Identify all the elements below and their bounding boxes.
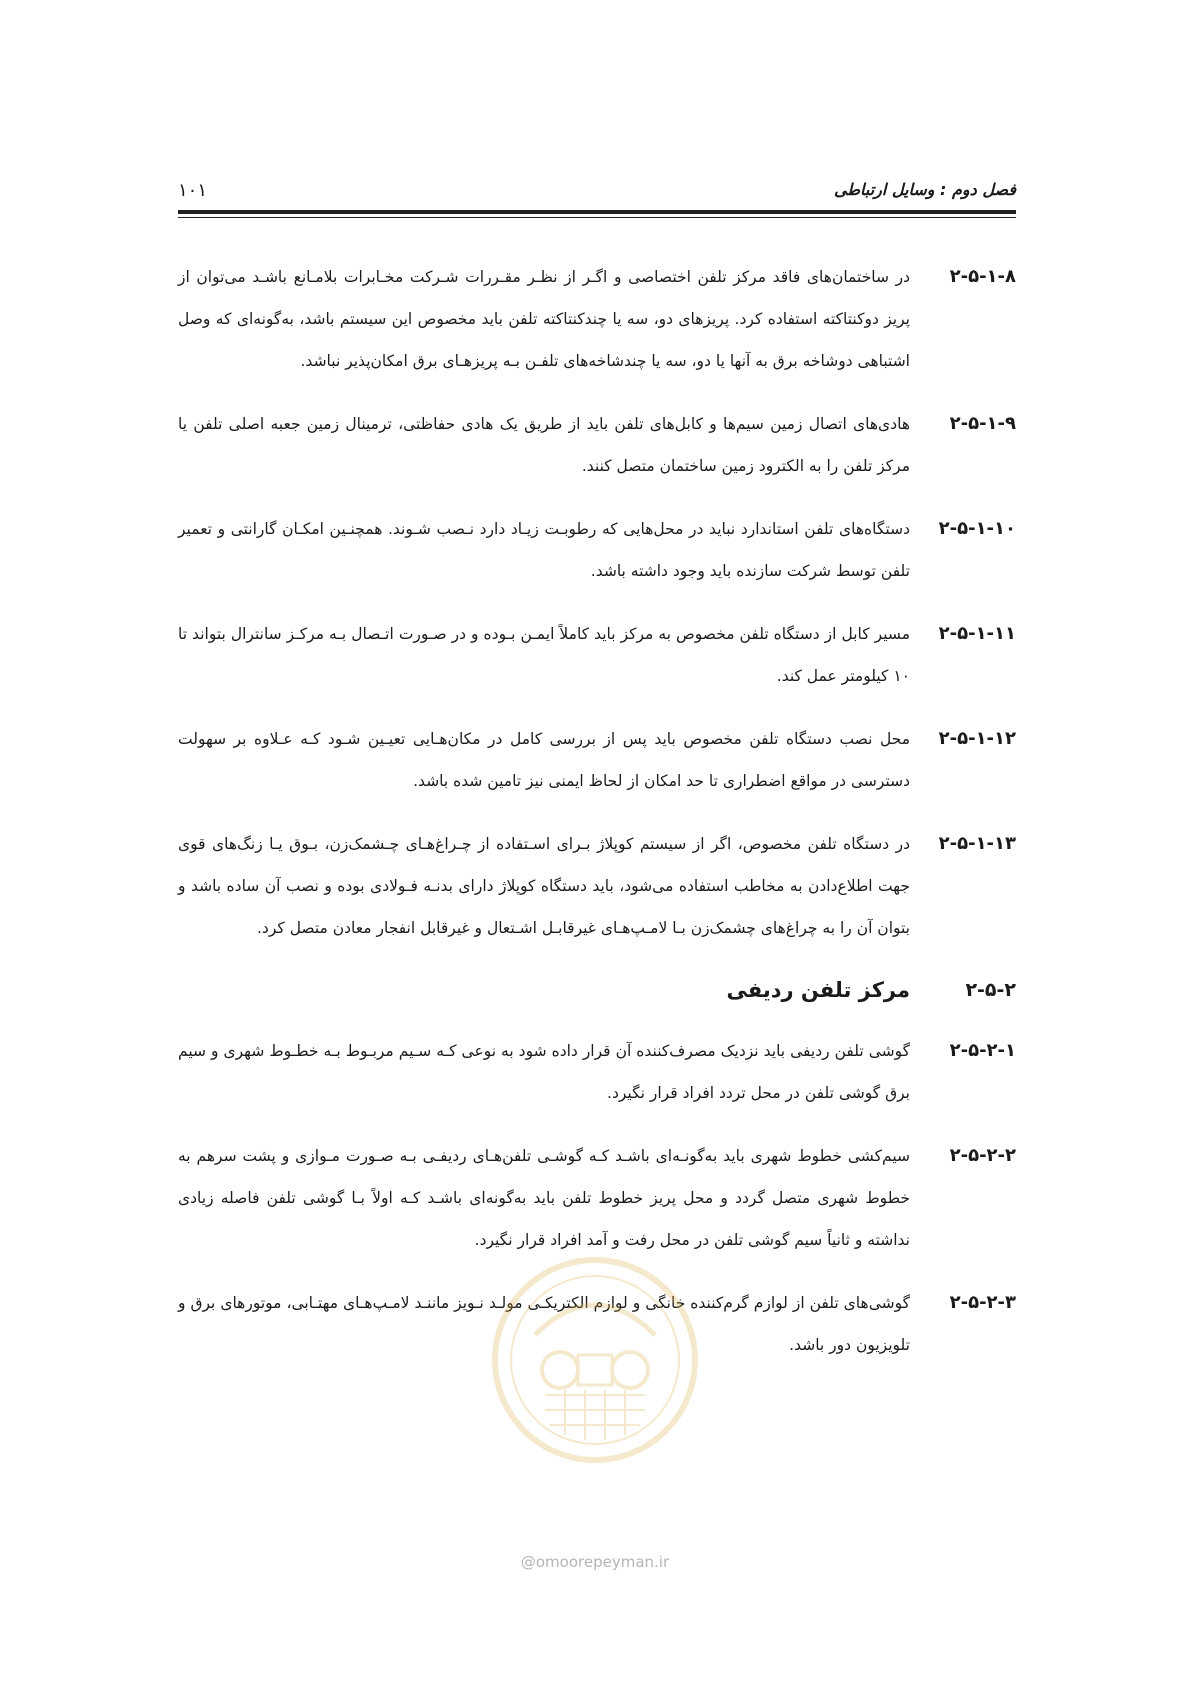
- clause-number: ۲-۵-۱-۱۱: [938, 623, 1016, 644]
- clause-text: گوشی‌های تلفن از لوازم گرم‌کننده خانگی و لوازم الکتریکـی مولـد نـویز ماننـد لامـپ‌هـای مهتـابی، موتورهای برق و تلویزیون دور باشد.: [178, 1294, 910, 1354]
- clause-2-5-1-13: [178, 823, 1016, 949]
- clause-text: دستگاه‌های تلفن استاندارد نباید در محل‌هایی که رطوبـت زیـاد دارد نـصب شـوند. همچنـین امکـان گارانتی و تعمیر تلفن توسط شرکت سازنده باید وجود داشته باشد.: [178, 520, 910, 580]
- clause-text: هادی‌های اتصال زمین سیم‌ها و کابل‌های تلفن باید از طریق یک هادی حفاظتی، ترمینال زمین جعبه اصلی تلفن یا مرکز تلفن را به الکترود زمین ساختمان متصل کنند.: [178, 415, 910, 475]
- clause-number: ۲-۵-۲-۳: [949, 1292, 1016, 1313]
- clause-2-5-1-12: [178, 718, 1016, 802]
- clause-text: گوشی تلفن ردیفی باید نزدیک مصرف‌کننده آن قرار داده شود به نوعی کـه سـیم مربـوط بـه خطـوط شهری و سیم برق گوشی تلفن در محل تردد افراد قرار نگیرد.: [178, 1042, 910, 1102]
- section-title: مرکز تلفن ردیفی: [726, 978, 910, 1002]
- header-rule-thin: [178, 217, 1016, 218]
- watermark-caption: @omoorepeyman.ir: [520, 1553, 670, 1571]
- section-number: ۲-۵-۲: [965, 979, 1016, 1001]
- clause-number: ۲-۵-۲-۱: [949, 1040, 1016, 1061]
- header-rule-thick: [178, 210, 1016, 214]
- clause-text: در دستگاه تلفن مخصوص، اگر از سیستم کوپلاژ بـرای اسـتفاده از چـراغ‌هـای چـشمک‌زن، بـوق یـا زنگ‌های قوی جهت اطلاع‌دادن به مخاطب استفاده می‌شود، باید دستگاه کوپلاژ دارای بدنـه فـولادی بوده و نصب آن ساده باشد و بتوان آن را به چراغ‌های چشمک‌زن بـا لامـپ‌هـای غیرقابـل اشـتعال و غیرقابل انفجار معادن متصل کرد.: [178, 835, 910, 937]
- clause-2-5-1-10: [178, 508, 1016, 592]
- clause-2-5-2-2: [178, 1135, 1016, 1261]
- watermark-seal-icon: [490, 1255, 700, 1465]
- document-body: [178, 256, 1016, 1387]
- clause-2-5-2-1: [178, 1030, 1016, 1114]
- clause-number: ۲-۵-۱-۱۲: [938, 728, 1016, 749]
- clause-number: ۲-۵-۱-۱۰: [938, 518, 1016, 539]
- chapter-title: فصل دوم : وسایل ارتباطی: [833, 180, 1016, 199]
- page-number: ۱۰۱: [178, 180, 208, 201]
- clause-text: در ساختمان‌های فاقد مرکز تلفن اختصاصی و اگـر از نظـر مقـررات شـرکت مخـابرات بلامـانع باشـد می‌توان از پریز دوکنتاکته استفاده کرد. پریزهای دو، سه یا چندکنتاکته تلفن باید مخصوص این سیستم باشد، به‌گونه‌ای که وصل اشتباهی دوشاخه برق به آنها یا دو، سه یا چندشاخه‌های تلفـن بـه پریزهـای برق امکان‌پذیر نباشد.: [178, 268, 910, 370]
- section-heading: [178, 970, 1016, 1010]
- clause-number: ۲-۵-۱-۸: [949, 266, 1016, 287]
- clause-2-5-1-8: [178, 256, 1016, 382]
- clause-number: ۲-۵-۱-۱۳: [938, 833, 1016, 854]
- clause-2-5-1-11: [178, 613, 1016, 697]
- clause-text: مسیر کابل از دستگاه تلفن مخصوص به مرکز باید کاملاً ایمـن بـوده و در صـورت اتـصال بـه مرکـز سانترال بتواند تا ۱۰ کیلومتر عمل کند.: [178, 625, 910, 685]
- clause-number: ۲-۵-۲-۲: [949, 1145, 1016, 1166]
- clause-text: سیم‌کشی خطوط شهری باید به‌گونـه‌ای باشـد کـه گوشـی تلفن‌هـای ردیفـی بـه صـورت مـوازی و پشت سرهم به خطوط شهری متصل گردد و محل پریز خطوط تلفن باید به‌گونه‌ای باشـد کـه اولاً بـا گوشی تلفن فاصله زیادی نداشته و ثانیاً سیم گوشی تلفن در محل رفت و آمد افراد قرار نگیرد.: [178, 1147, 910, 1249]
- clause-number: ۲-۵-۱-۹: [949, 413, 1016, 434]
- clause-text: محل نصب دستگاه تلفن مخصوص باید پس از بررسی کامل در مکان‌هـایی تعیـین شـود کـه عـلاوه بر سهولت دسترسی در مواقع اضطراری تا حد امکان از لحاظ ایمنی نیز تامین شده باشد.: [178, 730, 910, 790]
- clause-2-5-1-9: [178, 403, 1016, 487]
